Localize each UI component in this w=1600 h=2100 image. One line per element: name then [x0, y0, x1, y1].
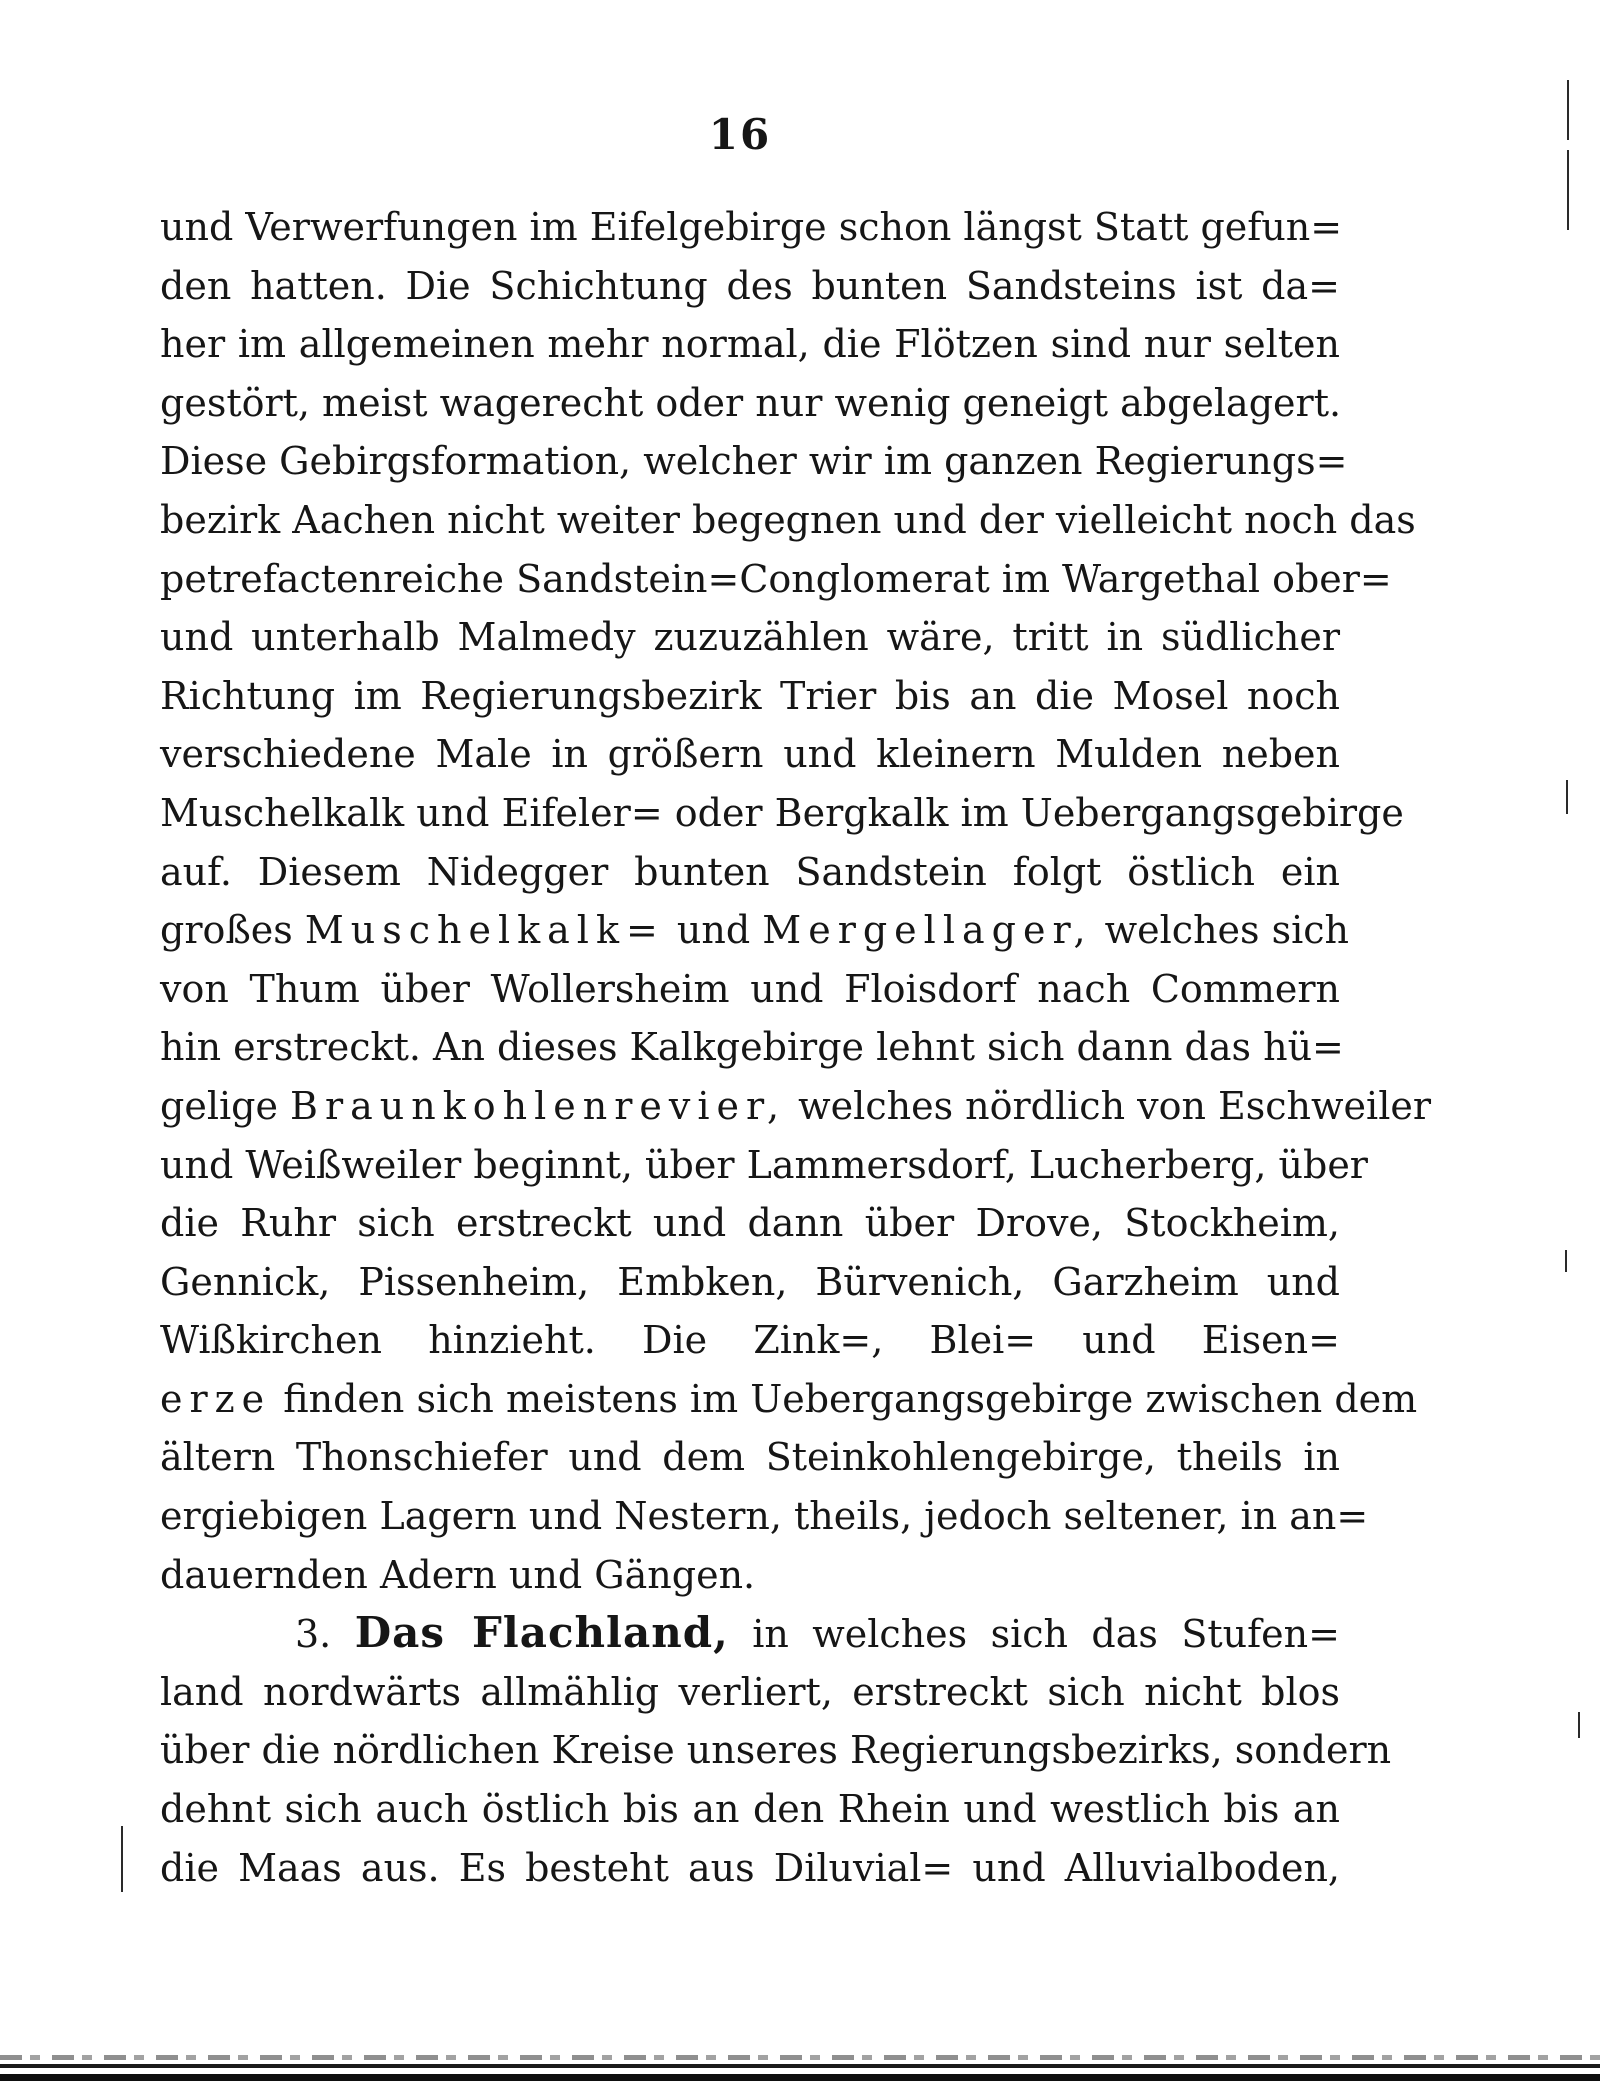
text-span: welches nördlich von Eschweiler — [798, 1083, 1432, 1128]
margin-mark — [1578, 1712, 1580, 1738]
text-span: finden sich meistens im Uebergangsgebirge zwischen dem — [283, 1376, 1418, 1421]
text-line: und Weißweiler beginnt, über Lammersdorf, Lucherberg, über — [160, 1142, 1368, 1187]
text-line: her im allgemeinen mehr normal, die Flötzen sind nur selten — [160, 322, 1340, 367]
scan-edge-rule — [0, 2074, 1600, 2081]
section-number: 3. — [295, 1612, 332, 1657]
text-line: bezirk Aachen nicht weiter begegnen und der vielleicht noch das — [160, 497, 1416, 542]
text-span: großes — [160, 908, 293, 953]
text-line: über die nördlichen Kreise unseres Regierungsbezirks, sondern — [160, 1728, 1392, 1773]
spaced-term: Braunkohlenrevier, — [290, 1083, 787, 1128]
text-span: welches sich — [1104, 908, 1350, 953]
text-span: gelige — [160, 1083, 278, 1128]
scan-edge-rule — [0, 2064, 1600, 2068]
text-line: gestört, meist wagerecht oder nur wenig geneigt abgelagert. — [160, 380, 1342, 425]
text-line: den hatten. Die Schichtung des bunten Sandsteins ist da= — [160, 263, 1340, 308]
text-line: Wißkirchen hinzieht. Die Zink=, Blei= und Eisen= — [160, 1318, 1340, 1363]
text-line: von Thum über Wollersheim und Floisdorf nach Commern — [160, 966, 1340, 1011]
margin-mark — [1567, 80, 1569, 140]
text-line: Gennick, Pissenheim, Embken, Bürvenich, Garzheim und — [160, 1259, 1340, 1304]
text-line: verschiedene Male in größern und kleinern Mulden neben — [160, 732, 1340, 777]
section-heading-line — [160, 1604, 1340, 1663]
text-line: Richtung im Regierungsbezirk Trier bis an die Mosel noch — [160, 673, 1340, 718]
text-line — [160, 1077, 1432, 1136]
text-line — [160, 1370, 1418, 1429]
text-line: und unterhalb Malmedy zuzuzählen wäre, tritt in südlicher — [160, 615, 1340, 660]
margin-mark — [121, 1826, 123, 1892]
text-line: petrefactenreiche Sandstein=Conglomerat im Wargethal ober= — [160, 556, 1392, 601]
text-line: ergiebigen Lagern und Nestern, theils, jedoch seltener, in an= — [160, 1494, 1369, 1539]
text-line: hin erstreckt. An dieses Kalkgebirge lehnt sich dann das hü= — [160, 1025, 1344, 1070]
text-line: Muschelkalk und Eifeler= oder Bergkalk im Uebergangsgebirge — [160, 790, 1404, 835]
text-line: auf. Diesem Nidegger bunten Sandstein folgt östlich ein — [160, 849, 1340, 894]
text-line: die Maas aus. Es besteht aus Diluvial= und Alluvialboden, — [160, 1845, 1340, 1890]
margin-mark — [1566, 780, 1568, 814]
section-heading: Das Flachland, — [354, 1608, 729, 1658]
text-line: dauernden Adern und Gängen. — [160, 1552, 756, 1597]
spaced-term: erze — [160, 1376, 272, 1421]
page-number: 16 — [708, 110, 772, 159]
text-line: Diese Gebirgsformation, welcher wir im ganzen Regierungs= — [160, 439, 1348, 484]
text-line: ältern Thonschiefer und dem Steinkohlengebirge, theils in — [160, 1435, 1340, 1480]
text-line: und Verwerfungen im Eifelgebirge schon längst Statt gefun= — [160, 205, 1343, 249]
text-line: die Ruhr sich erstreckt und dann über Drove, Stockheim, — [160, 1201, 1340, 1246]
scan-edge-ink — [0, 2055, 1600, 2060]
text-line: land nordwärts allmählig verliert, erstreckt sich nicht blos — [160, 1669, 1340, 1714]
text-span: und — [676, 908, 751, 953]
text-span: in welches sich das Stufen= — [752, 1612, 1340, 1657]
margin-mark — [1565, 1250, 1567, 1272]
text-line — [160, 901, 1350, 960]
text-line: dehnt sich auch östlich bis an den Rhein und westlich bis an — [160, 1787, 1340, 1832]
spaced-term: Muschelkalk= — [304, 908, 665, 953]
spaced-term: Mergellager, — [762, 908, 1093, 953]
body-text — [160, 198, 1432, 1897]
margin-mark — [1567, 150, 1569, 230]
